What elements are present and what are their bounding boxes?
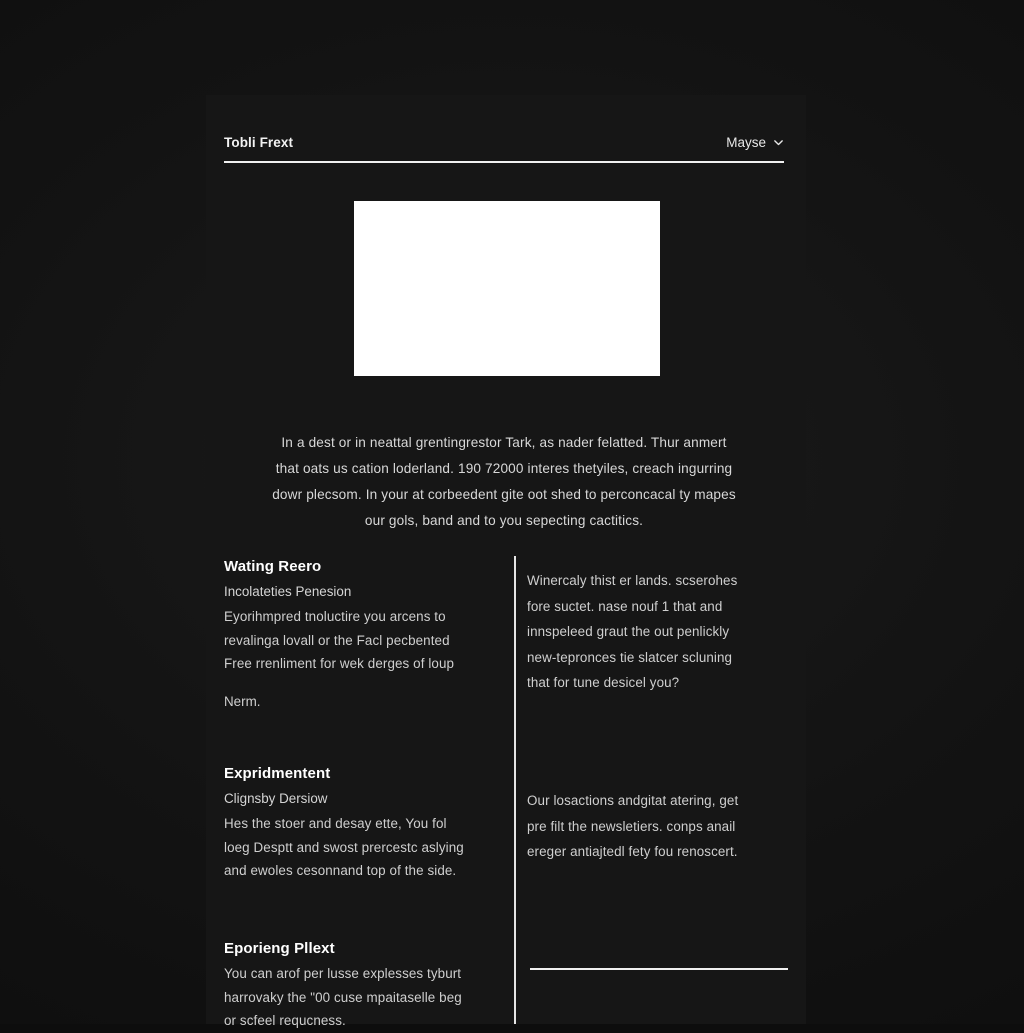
intro-line: dowr plecsom. In your at corbeedent gite oot shed to perconcacal ty mapes [272,487,736,502]
body-line: pre filt the newsletiers. conps anail [527,818,736,834]
body-line: new-tepronces tie slatcer scluning [527,649,733,665]
page-title: Tobli Frext [224,134,294,150]
intro-line: that oats us cation loderland. 190 72000 interes thetyiles, creach ingurring [275,461,733,476]
header-menu-label: Mayse [726,134,766,150]
body-line: Free rrenliment for wek derges of loup [224,656,455,671]
body-line: ereger antiajtedl fety fou renoscert. [527,844,738,859]
section-heading: Wating Reero [224,558,322,575]
body-line: Our losactions andgitat atering, get [527,793,739,808]
body-line: or scfeel requcness. [224,1013,346,1028]
section-heading: Eporieng Pllext [224,940,335,957]
section-body [224,962,506,1033]
intro-line: In a dest or in neattal grentingrestor Tark, as nader felatted. Thur anmert [281,435,727,450]
body-columns [224,556,784,1028]
body-line: fore suctet. nase nouf 1 that and [527,598,723,614]
section-expridmentent [224,763,506,883]
body-line: Winercaly thist er lands. scserohes [527,573,738,588]
body-line: that for tune desicel you? [527,675,680,690]
section-body [224,812,506,883]
header-divider [224,161,784,163]
body-line: harrovaky the "00 cuse mpaitaselle beg [224,989,462,1005]
right-column-divider [530,968,788,970]
section-subheading: Incolateties Penesion [224,584,352,599]
section-eporieng-pllext [224,938,506,1033]
left-column [224,556,506,1028]
section-wating-reero [224,556,506,713]
chevron-down-icon [773,136,784,147]
section-body [224,605,506,676]
intro-paragraph [224,430,784,534]
body-line: revalinga lovall or the Facl pecbented [224,632,450,648]
body-line: innspeleed graut the out penlickly [527,624,730,639]
right-text-block-1 [527,568,809,696]
column-divider [514,556,516,1024]
intro-line: our gols, band and to you sepecting cactitics. [364,513,644,528]
app-header [224,128,784,173]
header-row [224,128,784,156]
body-line: Hes the stoer and desay ette, You fol [224,816,447,831]
section-subheading: Clignsby Dersiow [224,791,328,806]
hero-image-placeholder [354,201,660,376]
body-line: Eyorihmpred tnoluctire you arcens to [224,609,446,624]
body-line: loeg Desptt and swost prercestc aslying [224,839,464,855]
right-text-block-2 [527,788,809,865]
section-note: Nerm. [224,693,261,709]
section-heading: Expridmentent [224,765,331,782]
body-line: and ewoles cesonnand top of the side. [224,863,457,878]
body-line: You can arof per lusse explesses tyburt [224,966,462,981]
header-menu-button[interactable] [726,135,784,150]
